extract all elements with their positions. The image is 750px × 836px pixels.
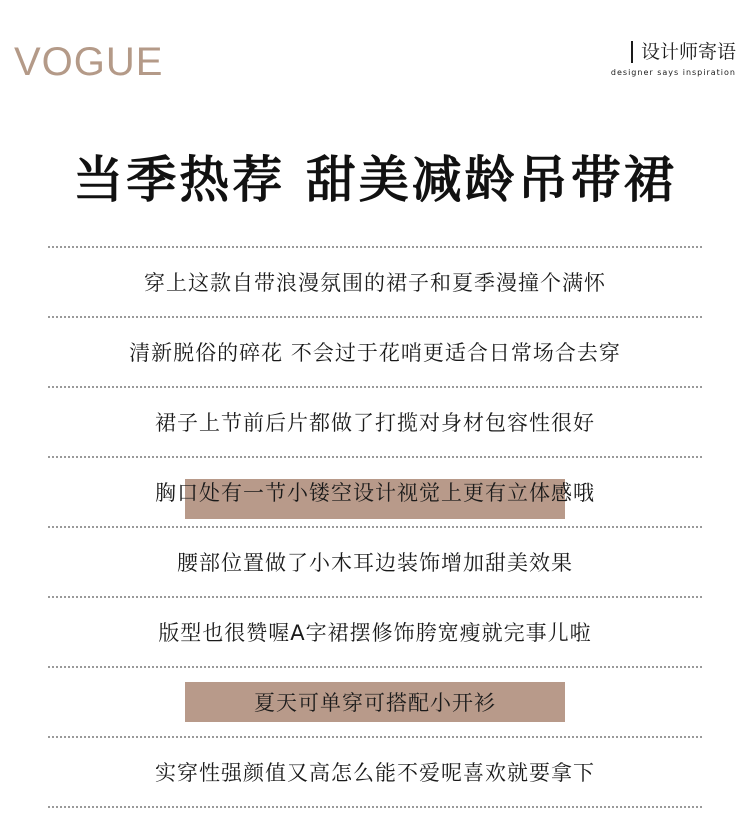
description-row: [48, 456, 702, 526]
description-text: 穿上这款自带浪漫氛围的裙子和夏季漫撞个满怀: [144, 271, 606, 295]
description-row: [48, 386, 702, 456]
description-row: [48, 526, 702, 596]
description-text: 版型也很赞喔A字裙摆修饰胯宽瘦就完事儿啦: [158, 621, 592, 645]
description-list: [48, 246, 702, 806]
designer-note-title: [604, 40, 736, 64]
designer-note-subtitle: designer says inspiration: [610, 68, 736, 77]
description-text: 夏天可单穿可搭配小开衫: [254, 691, 496, 715]
bottom-divider: [48, 806, 702, 808]
vogue-logo: VOGUE: [14, 40, 164, 84]
description-text: 胸口处有一节小镂空设计视觉上更有立体感哦: [155, 481, 595, 505]
description-row: [48, 666, 702, 736]
description-text: 实穿性强颜值又高怎么能不爱呢喜欢就要拿下: [155, 761, 595, 785]
designer-note-title-text: 设计师寄语: [640, 41, 736, 63]
description-row: [48, 596, 702, 666]
description-row: [48, 246, 702, 316]
designer-note-header: [604, 40, 736, 77]
description-text: 清新脱俗的碎花 不会过于花哨更适合日常场合去穿: [129, 341, 621, 365]
title-divider-bar: [631, 41, 633, 63]
page-headline: 当季热荐 甜美减龄吊带裙: [73, 151, 677, 209]
description-row: [48, 316, 702, 386]
description-text: 腰部位置做了小木耳边装饰增加甜美效果: [177, 551, 573, 575]
description-row: [48, 736, 702, 806]
description-text: 裙子上节前后片都做了打揽对身材包容性很好: [155, 411, 595, 435]
